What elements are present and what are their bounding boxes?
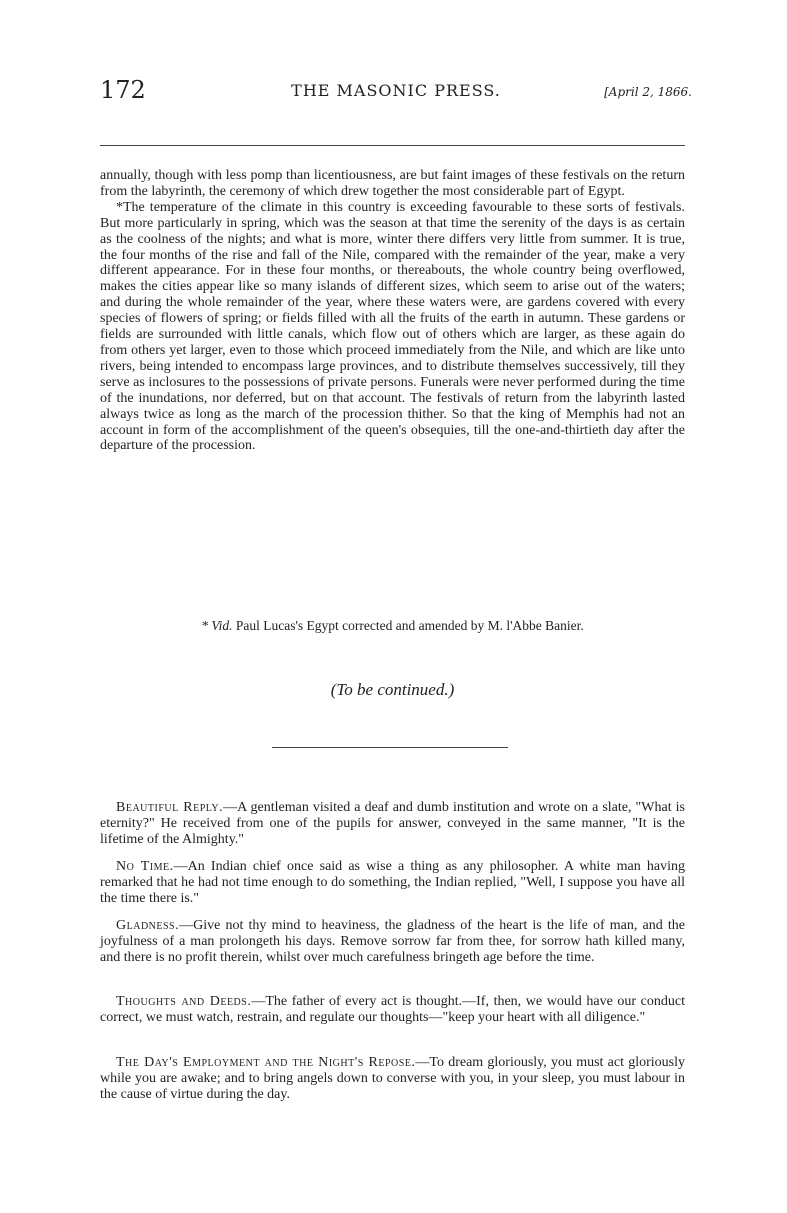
item-text: —A gentleman visited a deaf and dumb institution and wrote on a slate, "What is eternity?" He received from one of the pupils for answer, conveyed in the same manner, "It is the lifetime of the Almighty." <box>100 800 685 847</box>
footnote-marker: * Vid. <box>201 618 233 633</box>
item-gladness <box>100 918 685 966</box>
item-heading: Gladness. <box>116 918 180 933</box>
item-text: —An Indian chief once said as wise a thing as any philosopher. A white man having remarked that he had not time enough to do something, the Indian replied, "Well, I suppose you have all the time there is." <box>100 859 685 906</box>
item-heading: The Day's Employment and the Night's Repose. <box>116 1055 416 1070</box>
footnote-text: Paul Lucas's Egypt corrected and amended by M. l'Abbe Banier. <box>235 618 584 633</box>
item-heading: Beautiful Reply. <box>116 800 224 815</box>
list-item <box>100 800 685 848</box>
paragraph: *The temperature of the climate in this country is exceeding favourable to these sorts of festivals. But more particularly in spring, which was the season at that time the serenity of the days is as certain as the coolness of the nights; and what is more, winter there differs very little from summer. It is true, the four months of the rise and fall of the Nile, compared with the remainder of the year, make a very different appearance. For in these four months, or thereabouts, the whole country being overflowed, makes the cities appear like so many islands of different sizes, which seem to arise out of the waters; and during the whole remainder of the year, where these waters were, are gardens covered with every species of flowers of spring; or fields filled with all the fruits of the earth in autumn. These gardens or fields are surrounded with little canals, which flow out of others which are larger, as these again do from others yet larger, even to those which proceed immediately from the Nile, and which are like unto rivers, being intended to encompass large provinces, and to distribute themselves successively, till they serve as inclosures to the possessions of private persons. Funerals were never performed during the time of the inundations, nor deferred, but on that account. The festivals of return from the labyrinth lasted always twice as long as the march of the procession thither. So that the king of Memphis had not an account in form of the accomplishment of the queen's obsequies, till the one-and-thirtieth day after the departure of the procession. <box>100 199 685 454</box>
section-divider <box>272 747 508 748</box>
running-header <box>100 76 692 106</box>
item-days-employment <box>100 1055 685 1103</box>
item-thoughts-and-deeds <box>100 994 685 1026</box>
header-rule <box>100 145 685 146</box>
issue-date: [April 2, 1866. <box>604 85 692 99</box>
list-item <box>100 994 685 1026</box>
article-body <box>100 168 685 454</box>
list-item <box>100 1055 685 1103</box>
item-beautiful-reply <box>100 800 685 848</box>
item-no-time <box>100 859 685 907</box>
page-number: 172 <box>100 76 146 104</box>
item-text: —Give not thy mind to heaviness, the gladness of the heart is the life of man, and the joyfulness of a man prolongeth his days. Remove sorrow far from thee, for sorrow hath killed many, and there is no profit therein, whilst over much carefulness bringeth age before the time. <box>100 918 685 965</box>
item-heading: No Time. <box>116 859 174 874</box>
list-item <box>100 859 685 907</box>
item-heading: Thoughts and Deeds. <box>116 994 252 1009</box>
paragraph: annually, though with less pomp than licentiousness, are but faint images of these festivals on the return from the labyrinth, the ceremony of which drew together the most considerable part of Egypt. <box>100 168 685 199</box>
list-item <box>100 918 685 966</box>
footnote <box>100 618 685 634</box>
journal-title: THE MASONIC PRESS. <box>291 81 501 100</box>
item-text: —To dream gloriously, you must act gloriously while you are awake; and to bring angels down to converse with you, in your sleep, you must labour in the cause of virtue during the day. <box>100 1055 685 1102</box>
item-text: —The father of every act is thought.—If, then, we would have our conduct correct, we must watch, restrain, and regulate our thoughts—"keep your heart with all diligence." <box>100 994 685 1025</box>
to-be-continued: (To be continued.) <box>330 680 455 699</box>
